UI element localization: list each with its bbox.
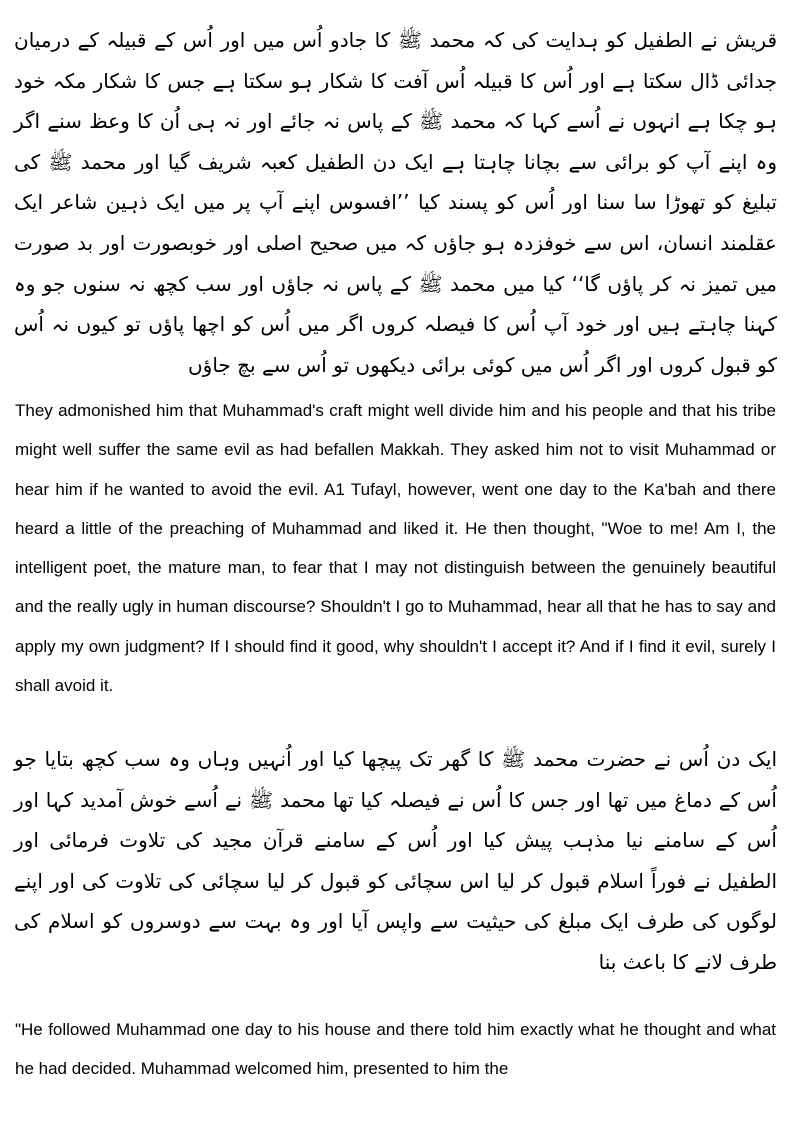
urdu-paragraph-2: ایک دن اُس نے حضرت محمد ﷺ کا گھر تک پیچھا کیا اور اُنہیں وہاں وہ سب کچھ بتایا جو اُس کے دماغ میں تھا اور جس کا اُس نے فیصلہ کیا تھا محمد ﷺ نے اُسے خوش آمدید کہا اور اُس کے سامنے نیا مذہب پیش کیا اور اُس کے سامنے قرآن مجید کی تلاوت فرمائی اور الطفیل نے فوراً اسلام قبول کر لیا اس سچائی کو قبول کر لیا سچائی کی تلاوت کی اور اپنے لوگوں کی طرف ایک مبلغ کی حیثیت سے واپس آیا اور وہ بہت سے دوسروں کو اسلام کی طرف لانے کا باعث بنا [14, 747, 777, 974]
urdu-paragraph-1: قریش نے الطفیل کو ہدایت کی کہ محمد ﷺ کا جادو اُس میں اور اُس کے قبیلہ کے درمیان جدائی ڈال سکتا ہے اور اُس کا قبیلہ اُس آفت کا شکار ہو سکتا ہے جس کا شکار مکہ خود ہو چکا ہے انہوں نے اُسے کہا کہ محمد ﷺ کے پاس نہ جائے اور نہ ہی اُن کا وعظ سنے اگر وہ اپنے آپ کو برائی سے بچانا چاہتا ہے ایک دن الطفیل کعبہ شریف گیا اور محمد ﷺ کی تبلیغ کو تھوڑا سا سنا اور اُس کو پسند کیا ’’افسوس اپنے آپ پر میں ایک ذہین شاعر ایک عقلمند انسان، اس سے خوفزدہ ہو جاؤں کہ میں صحیح اصلی اور خوبصورت اور بد صورت میں تمیز نہ کر پاؤں گا‘‘ کیا میں محمد ﷺ کے پاس نہ جاؤں اور سب کچھ نہ سنوں جو وہ کہنا چاہتے ہیں اور خود آپ اُس کا فیصلہ کروں اگر میں اُس کو اچھا پاؤں تو کیوں نہ اُس کو قبول کروں اور اگر اُس میں کوئی برائی دیکھوں تو اُس سے بچ جاؤں [14, 28, 777, 377]
english-paragraph-1: They admonished him that Muhammad's craft might well divide him and his people and that his tribe might well suffer the same evil as had befallen Makkah. They asked him not to visit Muhammad or hear him if he wanted to avoid the evil. A1 Tufayl, however, went one day to the Ka'bah and there heard a little of the preaching of Muhammad and liked it. He then thought, "Woe to me! Am I, the intelligent poet, the mature man, to fear that I may not distinguish between the genuinely beautiful and the really ugly in human discourse? Shouldn't I go to Muhammad, hear all that he has to say and apply my own judgment? If I should find it good, why shouldn't I accept it? And if I find it evil, surely I shall avoid it. [15, 401, 776, 696]
english-paragraph-2: "He followed Muhammad one day to his house and there told him exactly what he thought and what he had decided. Muhammad welcomed him, presented to him the [15, 1020, 776, 1079]
